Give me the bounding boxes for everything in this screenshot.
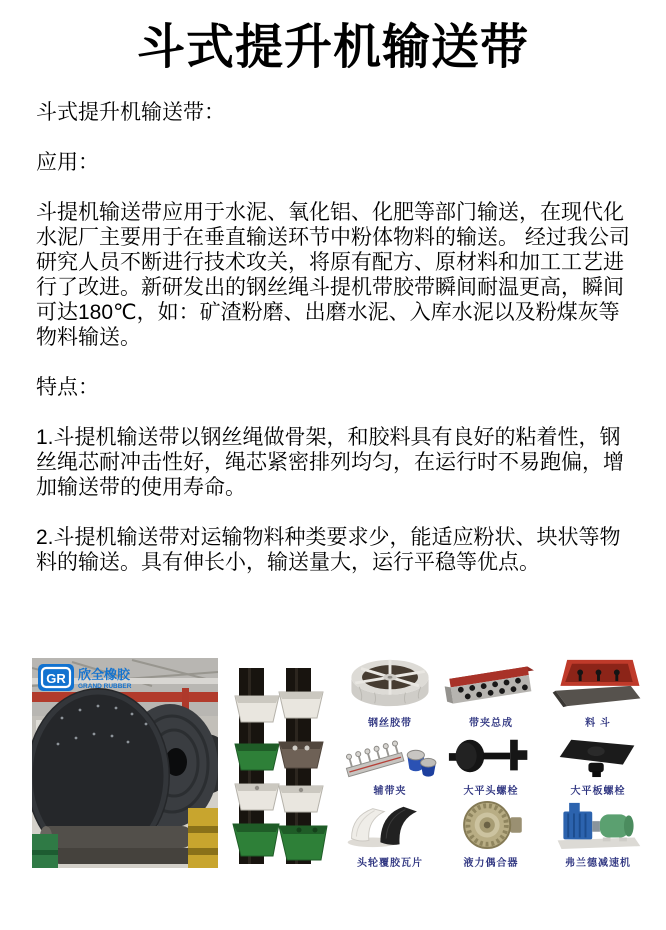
page-title: 斗式提升机输送带: [136, 21, 529, 74]
product-photo-belt-clamp-assembly: [441, 656, 541, 710]
intro-label: 斗式提升机输送带：: [36, 101, 225, 124]
product-photo-flat-plate-bolt: [548, 734, 648, 778]
product-item: [335, 656, 445, 729]
logo-abbr: GR: [46, 671, 66, 686]
product-caption: 液力偶合器: [463, 858, 519, 869]
logo-name-cn: 欣全橡胶: [78, 667, 131, 682]
factory-belt-roll-photo: [32, 658, 218, 868]
product-item: [436, 800, 546, 869]
application-paragraph: 斗提机输送带应用于水泥、氧化铝、化肥等部门输送，在现代化水泥厂主要用于在垂直输送环节中粉体物料的输送。 经过我公司研究人员不断进行技术攻关，将原有配方、原材料和加工工艺进行了改进。新研发出的钢丝绳斗提机带胶带瞬间耐温更高，瞬间可达180℃，如：矿渣粉磨、出磨水泥、入库水泥以及粉煤灰等物料输送。: [36, 201, 630, 349]
product-caption: 头轮覆胶瓦片: [357, 858, 423, 869]
feature-paragraph-2: 2.斗提机输送带对运输物料种类要求少，能适应粉状、块状等物料的输送。具有伸长小，输送量大，运行平稳等优点。: [36, 526, 621, 574]
product-item: [543, 800, 653, 869]
product-item: [335, 734, 445, 797]
product-photo-lagging-tiles: [340, 800, 440, 850]
product-photo-hopper: [548, 656, 648, 710]
elevator-buckets-photo: [227, 666, 333, 866]
product-photo-steel-cord-belt-roll: [340, 656, 440, 710]
product-item: [436, 734, 546, 797]
product-item: [436, 656, 546, 729]
product-caption: 料 斗: [585, 718, 611, 729]
logo-name-en: GRAND RUBBER: [78, 683, 132, 690]
article-body: [36, 100, 630, 575]
product-photo-flat-head-bolt: [441, 734, 541, 778]
product-photo-flender-reducer: [548, 800, 648, 850]
product-caption: 弗兰德减速机: [565, 858, 631, 869]
product-caption: 辅带夹: [373, 786, 407, 797]
product-gallery: [0, 650, 666, 920]
application-label: 应用：: [36, 151, 99, 174]
features-label: 特点：: [36, 376, 99, 399]
product-photo-aux-belt-clamp: [340, 734, 440, 778]
product-item: [543, 656, 653, 729]
grand-rubber-logo: [38, 664, 132, 691]
product-caption: 大平板螺栓: [570, 786, 626, 797]
product-photo-fluid-coupling: [441, 800, 541, 850]
feature-paragraph-1: 1.斗提机输送带以钢丝绳做骨架，和胶料具有良好的粘着性，钢丝绳芯耐冲击性好，绳芯紧密排列均匀，在运行时不易跑偏，增加输送带的使用寿命。: [36, 426, 624, 499]
product-caption: 大平头螺栓: [463, 786, 519, 797]
product-caption: 带夹总成: [469, 718, 513, 729]
product-item: [335, 800, 445, 869]
product-item: [543, 734, 653, 797]
product-caption: 钢丝胶带: [368, 718, 412, 729]
